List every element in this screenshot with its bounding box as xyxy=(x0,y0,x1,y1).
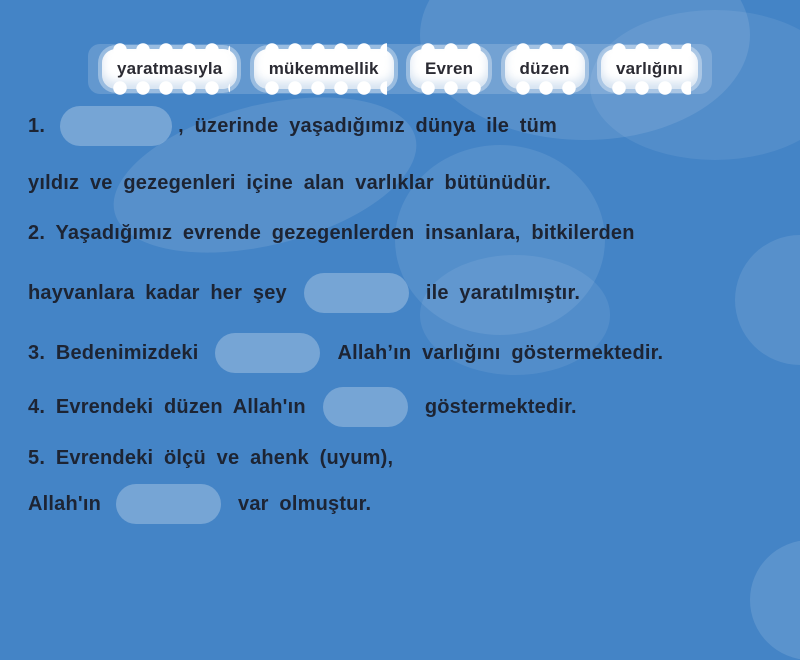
sentence-text: 3. Bedenimizdeki xyxy=(28,341,199,364)
word-chip-label: yaratmasıyla xyxy=(117,59,223,78)
answer-blank-3[interactable] xyxy=(215,333,320,373)
sentence-text: Allahʼın varlığını göstermektedir. xyxy=(337,341,664,364)
word-chip-label: düzen xyxy=(519,59,570,78)
sentence-text: Allah'ın xyxy=(28,492,102,515)
sentence-line-8 xyxy=(28,483,790,525)
answer-blank-2[interactable] xyxy=(304,273,409,313)
sentence-text: ile yaratılmıştır. xyxy=(425,281,581,304)
word-chip-label: Evren xyxy=(424,59,474,78)
sentence-line-4 xyxy=(28,272,790,314)
sentence-text: , üzerinde yaşadığımız dünya ile tüm xyxy=(178,114,558,137)
sentence-line-5 xyxy=(28,332,790,374)
sentence-line-6 xyxy=(28,386,790,428)
word-chip-label: mükemmellik xyxy=(268,59,379,78)
sentence-text: yıldız ve gezegenleri içine alan varlıklar bütünüdür. xyxy=(28,171,551,194)
sentence-text: hayvanlara kadar her şey xyxy=(28,281,287,304)
word-chip-label: varlığını xyxy=(615,59,683,78)
sentence-text: 2. Yaşadığımız evrende gezegenlerden insanlara, bitkilerden xyxy=(28,221,635,244)
answer-blank-5[interactable] xyxy=(116,484,221,524)
sentence-text: 5. Evrendeki ölçü ve ahenk (uyum), xyxy=(28,446,394,469)
sentence-text: göstermektedir. xyxy=(424,395,577,418)
sentence-text: 4. Evrendeki düzen Allah'ın xyxy=(28,395,306,418)
sentence-line-7 xyxy=(28,437,790,479)
sentence-text: var olmuştur. xyxy=(238,492,372,515)
answer-blank-1[interactable] xyxy=(60,106,172,146)
sentence-line-1 xyxy=(28,105,790,147)
answer-blank-4[interactable] xyxy=(323,387,408,427)
sentence-number: 1. xyxy=(28,114,46,137)
sentence-line-3 xyxy=(28,212,790,254)
sentence-line-2 xyxy=(28,162,790,204)
